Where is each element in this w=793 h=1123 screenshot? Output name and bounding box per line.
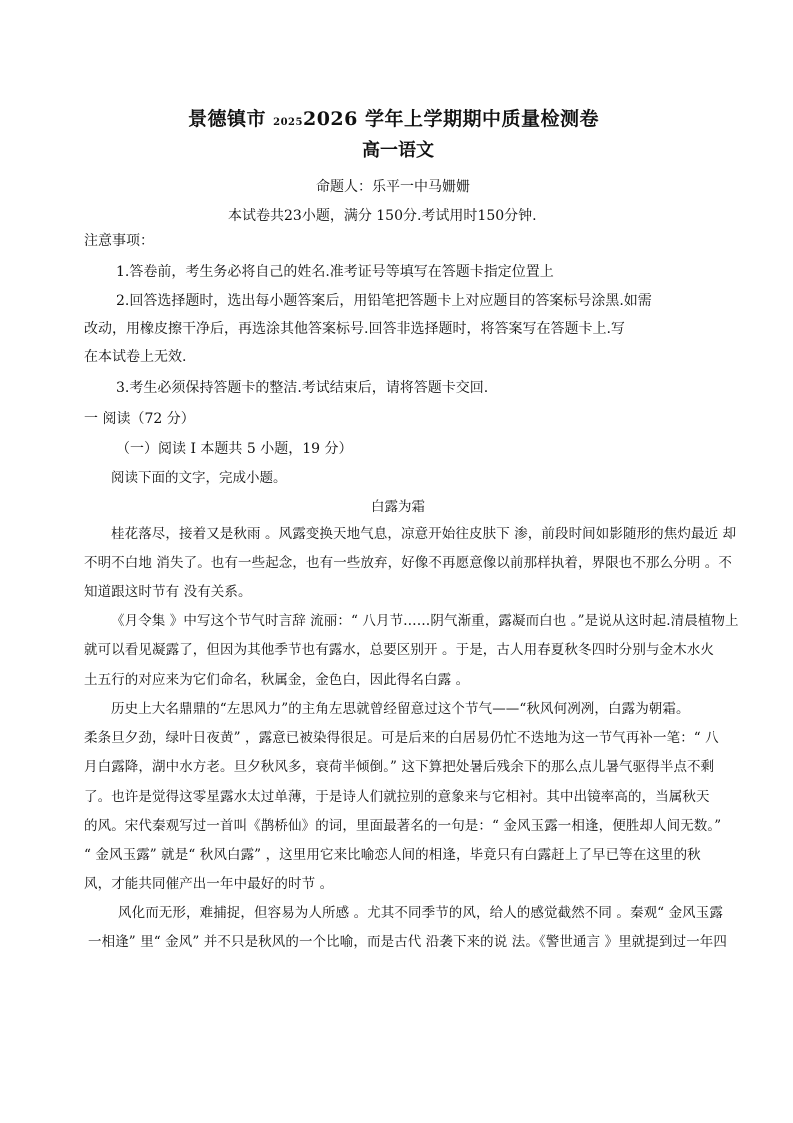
passage-line: “ 金风玉露” 就是“ 秋风白露” ，这里用它来比喻恋人间的相逢，毕竟只有白露赶上了早已等在这里的秋 bbox=[84, 847, 701, 863]
notes-item-2-line-3: 在本试卷上无效. bbox=[84, 349, 187, 365]
subsection-heading: （一）阅读 I 本题共 5 小题，19 分） bbox=[116, 441, 353, 457]
passage-line: 风化而无形，难捕捉，但容易为人所感 。尤其不同季节的风，给人的感觉截然不同 。秦观“ 金风玉露 bbox=[118, 905, 723, 921]
reading-instruction: 阅读下面的文字，完成小题。 bbox=[111, 470, 287, 486]
title-prefix: 景德镇市 bbox=[188, 108, 267, 130]
notes-item-1: 1.答卷前，考生务必将自己的姓名.准考证号等填写在答题卡指定位置上 bbox=[116, 264, 554, 280]
passage-line: 一相逢” 里“ 金风” 并不只是秋风的一个比喻，而是古代 沿袭下来的说 法。《警世通言 》里就提到过一年四 bbox=[88, 934, 728, 950]
passage-line: 柔条旦夕劲，绿叶日夜黄” ，露意已被染得很足。可是后来的白居易仍忙不迭地为这一节气再补一笔：“ 八 bbox=[84, 730, 719, 746]
passage-line: 历史上大名鼎鼎的“左思风力”的主角左思就曾经留意过这个节气——“秋风何冽冽，白露为朝霜。 bbox=[111, 701, 690, 717]
year-small: 2025 bbox=[273, 117, 303, 128]
passage-line: 月白露降，湖中水方老。旦夕秋风多，衰荷半倾倒。” 这下算把处暑后残余下的那么点儿暑气驱得半点不剩 bbox=[84, 759, 715, 775]
passage-line: 了。也许是觉得这零星露水太过单薄，于是诗人们就拉别的意象来与它相衬。其中出镜率高的，当属秋天 bbox=[84, 789, 710, 805]
exam-title bbox=[188, 104, 599, 131]
exam-info: 本试卷共23小题，满分 150分.考试用时150分钟. bbox=[228, 208, 537, 224]
notes-item-2-line-2: 改动，用橡皮擦干净后，再选涂其他答案标号.回答非选择题时，将答案写在答题卡上.写 bbox=[84, 321, 625, 337]
passage-line: 就可以看见凝露了，但因为其他季节也有露水，总要区别开 。于是，古人用春夏秋冬四时分别与金木水火 bbox=[84, 642, 714, 658]
passage-line: 知道跟这时节有 没有关系。 bbox=[84, 584, 252, 600]
passage-line: 桂花落尽，接着又是秋雨 。风露变换天地气息，凉意开始往皮肤下 渗，前段时间如影随形的焦灼最近 却 bbox=[111, 526, 737, 542]
passage-line: 土五行的对应来为它们命名，秋属金，金色白，因此得名白露 。 bbox=[84, 672, 470, 688]
passage-title: 白露为霜 bbox=[371, 499, 425, 515]
exam-author: 命题人：乐平一中马姗姗 bbox=[316, 179, 470, 195]
year-big: 2026 bbox=[302, 108, 358, 130]
passage-line: 风，才能共同催产出一年中最好的时节 。 bbox=[84, 876, 334, 892]
passage-line: 不明不白地 消失了。也有一些起念，也有一些放弃，好像不再愿意像以前那样执着，界限也不那么分明 。不 bbox=[84, 555, 732, 571]
title-suffix: 学年上学期期中质量检测卷 bbox=[365, 108, 600, 130]
notes-item-2-line-1: 2.回答选择题时，选出每小题答案后，用铅笔把答题卡上对应题目的答案标号涂黑.如需 bbox=[116, 293, 652, 309]
notes-item-3: 3.考生必须保持答题卡的整洁.考试结束后，请将答题卡交回. bbox=[116, 380, 489, 396]
passage-line: 的风。宋代秦观写过一首叫《鹊桥仙》的词，里面最著名的一句是：“ 金风玉露一相逢，便胜却人间无数。” bbox=[84, 818, 722, 834]
exam-subject: 高一语文 bbox=[362, 140, 434, 161]
section-heading: 一 阅读（72 分） bbox=[84, 411, 195, 427]
notes-heading: 注意事项： bbox=[84, 233, 154, 249]
passage-line: 《月令集 》中写这个节气时言辞 流丽：“ 八月节……阴气渐重，露凝而白也 。”是说从这时起.清晨植物上 bbox=[111, 613, 739, 629]
